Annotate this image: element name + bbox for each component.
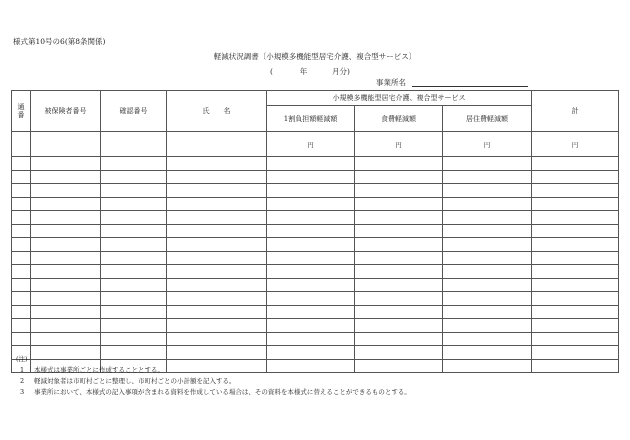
cell-name[interactable]	[167, 197, 267, 211]
table-row	[12, 332, 619, 346]
note-text: 事業所において、本様式の記入事項が含まれる資料を作成している場合は、その資料を本様式に替えることができるものとする。	[34, 388, 411, 396]
cell-confirmation-no[interactable]	[101, 170, 167, 184]
table-row	[12, 265, 619, 279]
form-number: 様式第10号の6(第8条関係)	[13, 37, 106, 46]
cell-housing-reduction[interactable]	[443, 332, 532, 346]
table-body	[12, 157, 619, 373]
note-text: 本様式は事業所ごとに作成することとする。	[34, 366, 164, 374]
cell-serial[interactable]	[12, 332, 31, 346]
cell-reduction-10pct[interactable]	[267, 305, 355, 319]
cell-confirmation-no[interactable]	[101, 197, 167, 211]
cell-confirmation-no[interactable]	[101, 224, 167, 238]
cell-meal-reduction[interactable]	[355, 251, 443, 265]
cell-total[interactable]	[532, 265, 619, 279]
cell-confirmation-no[interactable]	[101, 157, 167, 171]
cell-insured-no[interactable]	[31, 224, 101, 238]
cell-housing-reduction[interactable]	[443, 292, 532, 306]
cell-total[interactable]	[532, 359, 619, 373]
col-total: 計	[532, 91, 619, 132]
cell-meal-reduction[interactable]	[355, 265, 443, 279]
note-text: 軽減対象者は市町村ごとに整理し、市町村ごとの小計額を記入する。	[34, 377, 236, 385]
cell-total[interactable]	[532, 319, 619, 333]
cell-serial[interactable]	[12, 251, 31, 265]
cell-meal-reduction[interactable]	[355, 238, 443, 252]
cell-reduction-10pct[interactable]	[267, 251, 355, 265]
cell-serial[interactable]	[12, 319, 31, 333]
cell-insured-no[interactable]	[31, 132, 101, 157]
cell-insured-no[interactable]	[31, 238, 101, 252]
cell-housing-reduction[interactable]	[443, 359, 532, 373]
cell-housing-reduction[interactable]	[443, 157, 532, 171]
cell-insured-no[interactable]	[31, 265, 101, 279]
col-confirmation-no: 確認番号	[101, 91, 167, 132]
cell-total[interactable]	[532, 238, 619, 252]
cell-housing-reduction[interactable]	[443, 319, 532, 333]
cell-housing-reduction[interactable]	[443, 278, 532, 292]
cell-total[interactable]	[532, 170, 619, 184]
cell-confirmation-no[interactable]	[101, 305, 167, 319]
col-reduction-10pct: 1割負担額軽減額	[267, 106, 355, 132]
cell-total[interactable]	[532, 197, 619, 211]
cell-name[interactable]	[167, 184, 267, 198]
cell-name[interactable]	[167, 305, 267, 319]
cell-reduction-10pct[interactable]	[267, 211, 355, 225]
cell-insured-no[interactable]	[31, 319, 101, 333]
cell-meal-reduction[interactable]	[355, 319, 443, 333]
cell-name[interactable]	[167, 332, 267, 346]
col-insured-no: 被保険者番号	[31, 91, 101, 132]
cell-confirmation-no[interactable]	[101, 319, 167, 333]
cell-reduction-10pct[interactable]	[267, 319, 355, 333]
cell-meal-reduction[interactable]	[355, 211, 443, 225]
cell-housing-reduction[interactable]	[443, 346, 532, 360]
cell-confirmation-no[interactable]	[101, 211, 167, 225]
cell-name[interactable]	[167, 251, 267, 265]
cell-serial[interactable]	[12, 238, 31, 252]
table-row	[12, 211, 619, 225]
cell-meal-reduction[interactable]	[355, 292, 443, 306]
cell-confirmation-no[interactable]	[101, 332, 167, 346]
note-item: 1 本様式は事業所ごとに作成することとする。	[20, 366, 164, 374]
cell-name[interactable]	[167, 238, 267, 252]
cell-meal-reduction[interactable]	[355, 197, 443, 211]
cell-insured-no[interactable]	[31, 170, 101, 184]
period-month: 月分)	[332, 67, 350, 76]
cell-confirmation-no[interactable]	[101, 132, 167, 157]
cell-serial[interactable]	[12, 157, 31, 171]
cell-meal-reduction[interactable]	[355, 184, 443, 198]
cell-meal-reduction[interactable]	[355, 278, 443, 292]
table-row	[12, 197, 619, 211]
cell-insured-no[interactable]	[31, 211, 101, 225]
cell-total[interactable]	[532, 332, 619, 346]
cell-meal-reduction[interactable]: 円	[355, 132, 443, 157]
notes-section	[16, 354, 411, 398]
cell-housing-reduction[interactable]	[443, 211, 532, 225]
cell-name[interactable]	[167, 132, 267, 157]
cell-reduction-10pct[interactable]	[267, 184, 355, 198]
cell-insured-no[interactable]	[31, 332, 101, 346]
cell-name[interactable]	[167, 292, 267, 306]
cell-meal-reduction[interactable]	[355, 224, 443, 238]
cell-serial[interactable]	[12, 278, 31, 292]
cell-housing-reduction[interactable]	[443, 197, 532, 211]
cell-reduction-10pct[interactable]: 円	[267, 132, 355, 157]
col-housing-reduction: 居住費軽減額	[443, 106, 532, 132]
col-name: 氏 名	[167, 91, 267, 132]
cell-reduction-10pct[interactable]	[267, 224, 355, 238]
period-open: (	[270, 67, 273, 76]
col-serial	[12, 91, 31, 132]
cell-total[interactable]	[532, 157, 619, 171]
cell-name[interactable]	[167, 265, 267, 279]
period-line	[270, 66, 350, 77]
period-year: 年	[299, 67, 308, 76]
table-row	[12, 238, 619, 252]
reduction-table	[11, 90, 619, 373]
cell-meal-reduction[interactable]	[355, 170, 443, 184]
cell-insured-no[interactable]	[31, 251, 101, 265]
table-row	[12, 170, 619, 184]
cell-total[interactable]	[532, 292, 619, 306]
cell-name[interactable]	[167, 211, 267, 225]
cell-insured-no[interactable]	[31, 157, 101, 171]
cell-name[interactable]	[167, 224, 267, 238]
cell-confirmation-no[interactable]	[101, 278, 167, 292]
cell-total[interactable]	[532, 305, 619, 319]
cell-reduction-10pct[interactable]	[267, 197, 355, 211]
cell-name[interactable]	[167, 157, 267, 171]
cell-serial[interactable]	[12, 184, 31, 198]
cell-housing-reduction[interactable]: 円	[443, 132, 532, 157]
col-serial-label: 通 番	[17, 103, 25, 119]
cell-housing-reduction[interactable]	[443, 265, 532, 279]
cell-insured-no[interactable]	[31, 184, 101, 198]
cell-serial[interactable]	[12, 132, 31, 157]
cell-reduction-10pct[interactable]	[267, 157, 355, 171]
table-row	[12, 132, 619, 157]
cell-reduction-10pct[interactable]	[267, 292, 355, 306]
cell-confirmation-no[interactable]	[101, 251, 167, 265]
table-row	[12, 278, 619, 292]
cell-reduction-10pct[interactable]	[267, 170, 355, 184]
cell-total[interactable]	[532, 251, 619, 265]
cell-confirmation-no[interactable]	[101, 292, 167, 306]
col-meal-reduction: 食費軽減額	[355, 106, 443, 132]
cell-meal-reduction[interactable]	[355, 305, 443, 319]
cell-total[interactable]	[532, 211, 619, 225]
cell-housing-reduction[interactable]	[443, 251, 532, 265]
table-row	[12, 319, 619, 333]
col-service-group: 小規模多機能型居宅介護、複合型サービス	[267, 91, 532, 106]
table-row	[12, 305, 619, 319]
table-row	[12, 292, 619, 306]
cell-name[interactable]	[167, 278, 267, 292]
table-row	[12, 157, 619, 171]
cell-serial[interactable]	[12, 170, 31, 184]
header-row-1	[12, 91, 619, 106]
table-row	[12, 224, 619, 238]
cell-housing-reduction[interactable]	[443, 170, 532, 184]
cell-reduction-10pct[interactable]	[267, 265, 355, 279]
cell-total[interactable]	[532, 278, 619, 292]
document-title: 軽減状況調書〔小規模多機能型居宅介護、複合型サービス〕	[213, 52, 417, 61]
cell-housing-reduction[interactable]	[443, 305, 532, 319]
cell-total[interactable]	[532, 346, 619, 360]
cell-meal-reduction[interactable]	[355, 157, 443, 171]
note-item: 2 軽減対象者は市町村ごとに整理し、市町村ごとの小計額を記入する。	[20, 377, 236, 385]
office-label: 事業所名	[376, 78, 406, 87]
cell-reduction-10pct[interactable]	[267, 238, 355, 252]
cell-name[interactable]	[167, 319, 267, 333]
note-item: 3 事業所において、本様式の記入事項が含まれる資料を作成している場合は、その資料を本様式に替えることができるものとする。	[20, 388, 411, 396]
office-name-line	[412, 86, 528, 87]
notes-heading: (注)	[16, 355, 28, 363]
cell-insured-no[interactable]	[31, 305, 101, 319]
table-row	[12, 251, 619, 265]
cell-total[interactable]	[532, 224, 619, 238]
cell-serial[interactable]	[12, 224, 31, 238]
cell-reduction-10pct[interactable]	[267, 332, 355, 346]
cell-confirmation-no[interactable]	[101, 238, 167, 252]
cell-insured-no[interactable]	[31, 278, 101, 292]
cell-total[interactable]: 円	[532, 132, 619, 157]
table-row	[12, 184, 619, 198]
cell-serial[interactable]	[12, 265, 31, 279]
cell-housing-reduction[interactable]	[443, 224, 532, 238]
cell-insured-no[interactable]	[31, 197, 101, 211]
cell-housing-reduction[interactable]	[443, 184, 532, 198]
cell-housing-reduction[interactable]	[443, 238, 532, 252]
cell-confirmation-no[interactable]	[101, 265, 167, 279]
cell-serial[interactable]	[12, 211, 31, 225]
cell-serial[interactable]	[12, 197, 31, 211]
cell-serial[interactable]	[12, 305, 31, 319]
cell-reduction-10pct[interactable]	[267, 278, 355, 292]
cell-meal-reduction[interactable]	[355, 332, 443, 346]
cell-name[interactable]	[167, 170, 267, 184]
cell-insured-no[interactable]	[31, 292, 101, 306]
cell-total[interactable]	[532, 184, 619, 198]
cell-confirmation-no[interactable]	[101, 184, 167, 198]
cell-serial[interactable]	[12, 292, 31, 306]
